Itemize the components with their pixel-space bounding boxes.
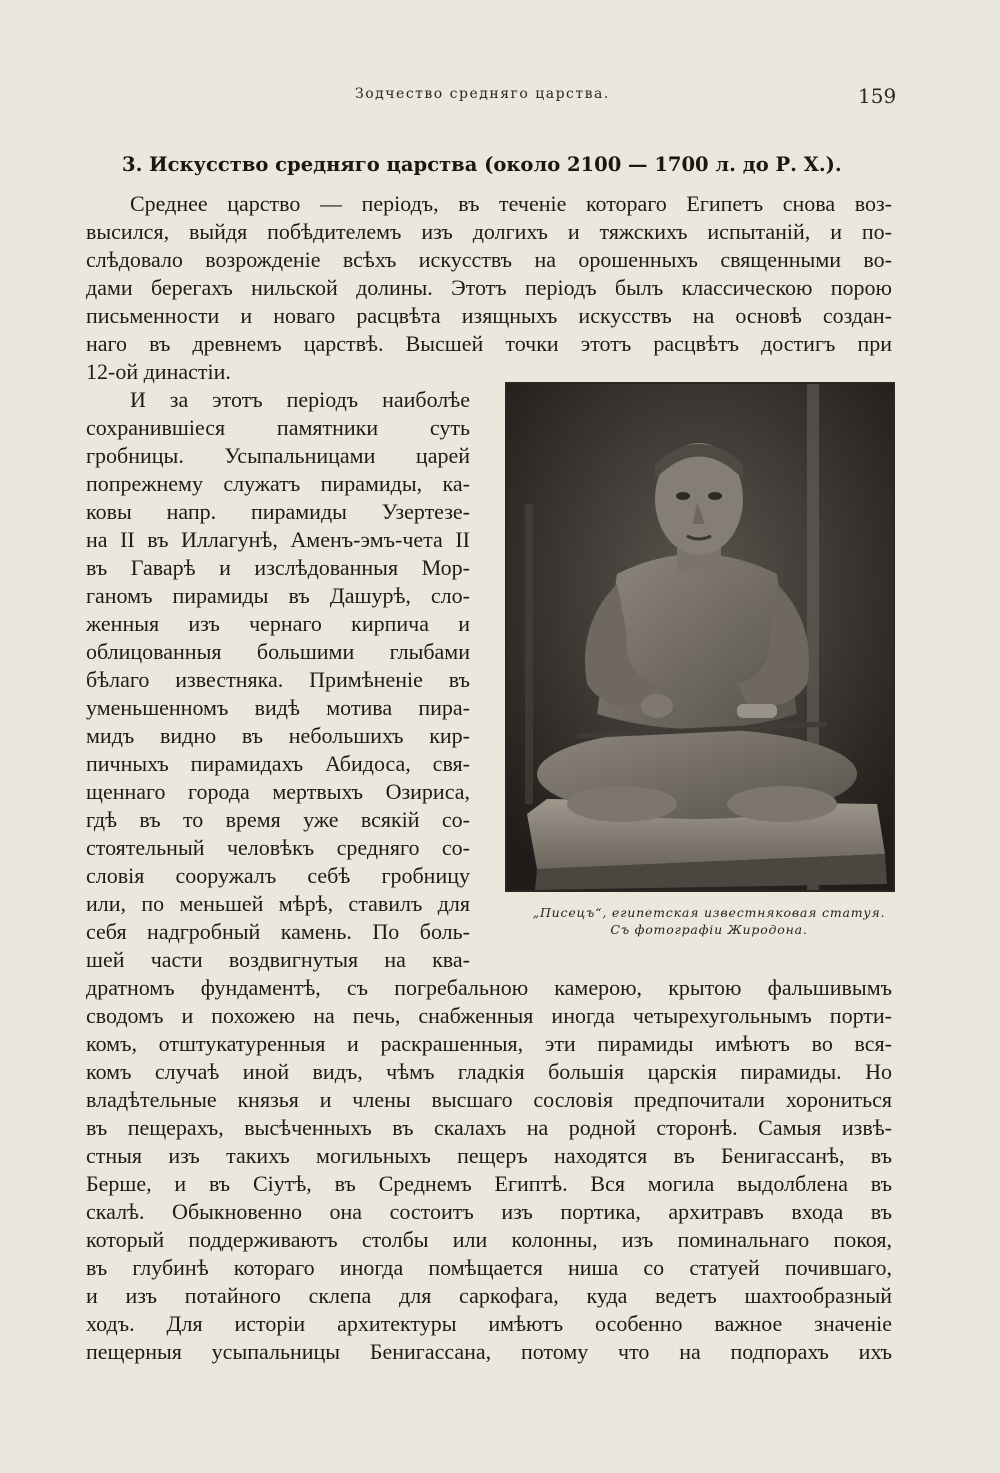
text-line: шей части воздвигнутыя на ква-	[86, 947, 470, 972]
text-line: словія сооружалъ себѣ гробницу	[86, 863, 470, 888]
text-line: который поддерживаютъ столбы или колонны, изъ поминальнаго покоя,	[86, 1227, 892, 1252]
text-line: дами берегахъ нильской долины. Этотъ періодъ былъ классическою порою	[86, 275, 892, 300]
text-line: женныя изъ чернаго кирпича и	[86, 611, 470, 636]
text-line: гробницы. Усыпальницами царей	[86, 443, 470, 468]
text-line: 12-ой династіи.	[86, 359, 231, 384]
scribe-statue-photo	[505, 382, 895, 892]
text-line: ганомъ пирамиды въ Дашурѣ, сло-	[86, 583, 470, 608]
text-line: себя надгробный камень. По боль-	[86, 919, 470, 944]
caption-line: „Писецъ“, египетская известняковая статуя.	[532, 905, 886, 920]
text-line: скалѣ. Обыкновенно она состоитъ изъ портика, архитравъ входа въ	[86, 1199, 892, 1224]
text-line: уменьшенномъ видѣ мотива пира-	[86, 695, 470, 720]
page-number: 159	[858, 84, 897, 108]
text-line: щеннаго города мертвыхъ Озириса,	[86, 779, 470, 804]
text-line: слѣдовало возрожденіе всѣхъ искусствъ на орошенныхъ священными во-	[86, 247, 892, 272]
text-line: дратномъ фундаментѣ, съ погребальною камерою, крытою фальшивымъ	[86, 975, 892, 1000]
text-line: высился, выйдя побѣдителемъ изъ долгихъ и тяжскихъ испытаній, и по-	[86, 219, 892, 244]
text-line: или, по меньшей мѣрѣ, ставилъ для	[86, 891, 470, 916]
text-line: пичныхъ пирамидахъ Абидоса, свя-	[86, 751, 470, 776]
text-line: въ пещерахъ, высѣченныхъ въ скалахъ на родной сторонѣ. Самыя извѣ-	[86, 1115, 892, 1140]
caption-line: Съ фотографіи Жиродона.	[610, 922, 808, 937]
text-line: ковы напр. пирамиды Узертезе-	[86, 499, 470, 524]
text-line: письменности и новаго расцвѣта изящныхъ искусствъ на основѣ создан-	[86, 303, 892, 328]
text-line: сохранившіеся памятники суть	[86, 415, 470, 440]
text-line: и изъ потайного склепа для саркофага, куда ведетъ шахтообразный	[86, 1283, 892, 1308]
text-line: наго въ древнемъ царствѣ. Высшей точки этотъ расцвѣтъ достигъ при	[86, 331, 892, 356]
text-line: пещерныя усыпальницы Бенигассана, потому что на подпорахъ ихъ	[86, 1339, 892, 1364]
text-line: стоятельный человѣкъ средняго со-	[86, 835, 470, 860]
text-line: сводомъ и похожею на печь, снабженныя иногда четырехугольнымъ порти-	[86, 1003, 892, 1028]
text-line: Берше, и въ Сіутѣ, въ Среднемъ Египтѣ. Вся могила выдолблена въ	[86, 1171, 892, 1196]
text-line: на II въ Иллагунѣ, Аменъ-эмъ-чета II	[86, 527, 470, 552]
section-title: 3. Искусство средняго царства (около 2100 — 1700 л. до Р. Х.).	[122, 153, 842, 176]
figure-caption	[505, 904, 913, 938]
text-line: гдѣ въ то время уже всякій со-	[86, 807, 470, 832]
text-line: облицованныя большими глыбами	[86, 639, 470, 664]
text-line: владѣтельные князья и члены высшаго сословія предпочитали хорониться	[86, 1087, 892, 1112]
text-line: ходъ. Для исторіи архитектуры имѣютъ особенно важное значеніе	[86, 1311, 892, 1336]
scribe-statue-illustration	[507, 384, 893, 890]
text-line: въ глубинѣ котораго иногда помѣщается ниша со статуей почившаго,	[86, 1255, 892, 1280]
text-line: стныя изъ такихъ могильныхъ пещеръ находятся въ Бенигассанѣ, въ	[86, 1143, 892, 1168]
text-line: И за этотъ періодъ наиболѣе	[130, 387, 470, 412]
text-line: комъ случаѣ иной видъ, чѣмъ гладкія большія царскія пирамиды. Но	[86, 1059, 892, 1084]
text-line: въ Гаварѣ и изслѣдованныя Мор-	[86, 555, 470, 580]
text-line: бѣлаго известняка. Примѣненіе въ	[86, 667, 470, 692]
text-line: попрежнему служатъ пирамиды, ка-	[86, 471, 470, 496]
text-line: комъ, отштукатуренныя и раскрашенныя, эти пирамиды имѣютъ во вся-	[86, 1031, 892, 1056]
running-head: Зодчество средняго царства.	[355, 86, 610, 102]
text-line: Среднее царство — періодъ, въ теченіе котораго Египетъ снова воз-	[130, 191, 892, 216]
text-line: мидъ видно въ небольшихъ кир-	[86, 723, 470, 748]
